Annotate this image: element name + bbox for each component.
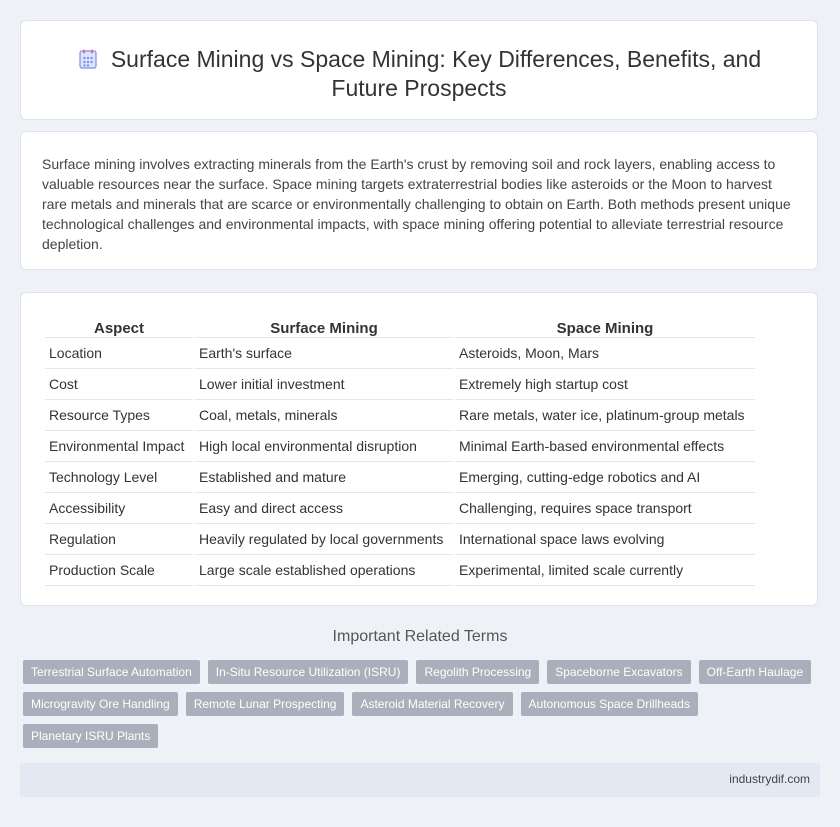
cell-aspect: Location (45, 338, 193, 369)
cell-space: Challenging, requires space transport (455, 493, 755, 524)
term-tag[interactable]: Spaceborne Excavators (547, 660, 690, 684)
cell-aspect: Cost (45, 369, 193, 400)
cell-space: Minimal Earth-based environmental effects (455, 431, 755, 462)
term-tag[interactable]: Planetary ISRU Plants (23, 724, 158, 748)
cell-space: International space laws evolving (455, 524, 755, 555)
term-tag[interactable]: Terrestrial Surface Automation (23, 660, 200, 684)
cell-aspect: Environmental Impact (45, 431, 193, 462)
header-surface-mining: Surface Mining (195, 313, 453, 338)
cell-surface: Easy and direct access (195, 493, 453, 524)
page-title (21, 45, 817, 103)
cell-surface: Large scale established operations (195, 555, 453, 586)
table-row (45, 493, 755, 524)
title-line-2: Future Prospects (331, 75, 507, 101)
cell-surface: Established and mature (195, 462, 453, 493)
term-tag[interactable]: Remote Lunar Prospecting (186, 692, 345, 716)
cell-aspect: Accessibility (45, 493, 193, 524)
table-row (45, 369, 755, 400)
cell-space: Experimental, limited scale currently (455, 555, 755, 586)
title-line-1: Surface Mining vs Space Mining: Key Differences, Benefits, and (110, 46, 762, 72)
table-row (45, 555, 755, 586)
cell-space: Asteroids, Moon, Mars (455, 338, 755, 369)
table-row (45, 338, 755, 369)
intro-card (20, 131, 818, 270)
term-tag[interactable]: Regolith Processing (416, 660, 539, 684)
footer-site-link[interactable]: industrydif.com (729, 772, 810, 786)
term-tag[interactable]: Microgravity Ore Handling (23, 692, 178, 716)
cell-surface: High local environmental disruption (195, 431, 453, 462)
table-row (45, 462, 755, 493)
table-row (45, 524, 755, 555)
cell-surface: Coal, metals, minerals (195, 400, 453, 431)
cell-surface: Heavily regulated by local governments (195, 524, 453, 555)
term-tag[interactable]: Asteroid Material Recovery (352, 692, 512, 716)
term-tag[interactable]: Off-Earth Haulage (699, 660, 812, 684)
header-aspect: Aspect (45, 313, 193, 338)
term-tag[interactable]: Autonomous Space Drillheads (521, 692, 698, 716)
cell-aspect: Resource Types (45, 400, 193, 431)
comparison-table (43, 313, 757, 586)
header-card (20, 20, 818, 120)
table-row (45, 431, 755, 462)
related-terms-list (23, 660, 813, 748)
cell-space: Emerging, cutting-edge robotics and AI (455, 462, 755, 493)
table-row (45, 400, 755, 431)
footer (20, 763, 820, 797)
cell-aspect: Production Scale (45, 555, 193, 586)
cell-surface: Lower initial investment (195, 369, 453, 400)
related-terms-heading: Important Related Terms (332, 628, 508, 645)
cell-aspect: Regulation (45, 524, 193, 555)
cell-space: Extremely high startup cost (455, 369, 755, 400)
intro-paragraph: Surface mining involves extracting minerals from the Earth's crust by removing soil and rock layers, enabling access to valuable resources near the surface. Space mining targets extraterrestrial bodies like asteroids or the Moon to harvest rare metals and minerals that are scarce or environmentally challenging to obtain on Earth. Both methods present unique technological challenges and environmental impacts, with space mining offering potential to alleviate terrestrial resource depletion. (42, 156, 791, 252)
term-tag[interactable]: In-Situ Resource Utilization (ISRU) (208, 660, 409, 684)
table-header-row (45, 313, 755, 338)
cell-space: Rare metals, water ice, platinum-group metals (455, 400, 755, 431)
cell-surface: Earth's surface (195, 338, 453, 369)
cell-aspect: Technology Level (45, 462, 193, 493)
header-space-mining: Space Mining (455, 313, 755, 338)
comparison-table-card (20, 292, 818, 606)
document-grid-icon (77, 48, 99, 70)
